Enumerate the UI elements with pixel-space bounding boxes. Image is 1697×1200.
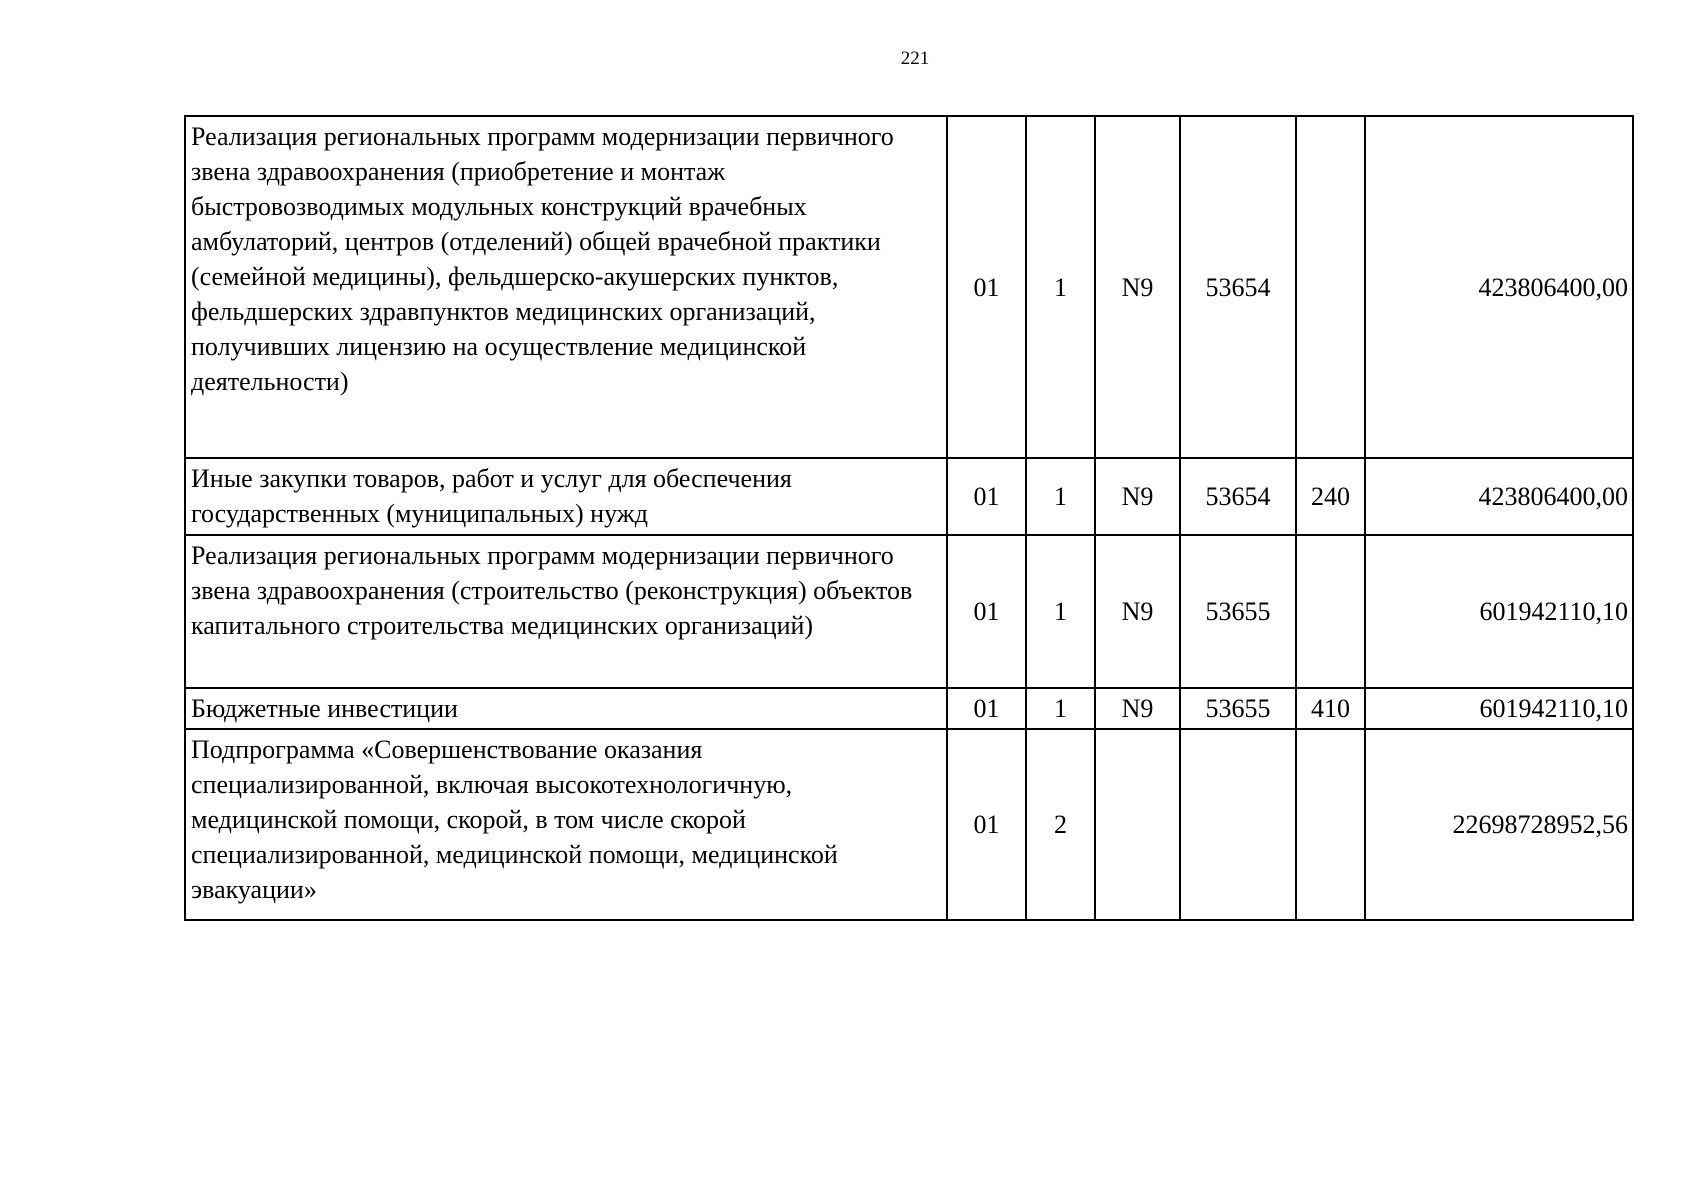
expense-type-code — [1296, 116, 1365, 458]
expense-type-code — [1296, 729, 1365, 920]
program-code: 01 — [947, 688, 1026, 729]
amount-value: 22698728952,56 — [1365, 729, 1633, 920]
project-code: N9 — [1095, 535, 1180, 688]
subprogram-code: 1 — [1026, 535, 1095, 688]
subprogram-code: 1 — [1026, 688, 1095, 729]
table-row — [185, 116, 1633, 458]
row-description: Реализация региональных программ модернизации первичного звена здравоохранения (строительство (реконструкция) объектов капитального строительства медицинских организаций) — [185, 535, 947, 688]
subprogram-code: 1 — [1026, 116, 1095, 458]
row-description: Иные закупки товаров, работ и услуг для обеспечения государственных (муниципальных) нужд — [185, 458, 947, 535]
direction-code — [1180, 729, 1296, 920]
table-row — [185, 458, 1633, 535]
expense-type-code: 410 — [1296, 688, 1365, 729]
project-code: N9 — [1095, 116, 1180, 458]
amount-value: 601942110,10 — [1365, 688, 1633, 729]
budget-table — [184, 115, 1634, 921]
direction-code: 53655 — [1180, 535, 1296, 688]
expense-type-code: 240 — [1296, 458, 1365, 535]
table-row — [185, 688, 1633, 729]
table-row — [185, 729, 1633, 920]
amount-value: 601942110,10 — [1365, 535, 1633, 688]
row-description: Подпрограмма «Совершенствование оказания специализированной, включая высокотехнологичную, медицинской помощи, скорой, в том числе скорой специализированной, медицинской помощи, медицинской эвакуации» — [185, 729, 947, 920]
row-description: Реализация региональных программ модернизации первичного звена здравоохранения (приобретение и монтаж быстровозводимых модульных конструкций врачебных амбулаторий, центров (отделений) общей врачебной практики (семейной медицины), фельдшерско-акушерских пунктов, фельдшерских здравпунктов медицинских организаций, получивших лицензию на осуществление медицинской деятельности) — [185, 116, 947, 458]
expense-type-code — [1296, 535, 1365, 688]
project-code: N9 — [1095, 688, 1180, 729]
direction-code: 53655 — [1180, 688, 1296, 729]
program-code: 01 — [947, 116, 1026, 458]
amount-value: 423806400,00 — [1365, 458, 1633, 535]
program-code: 01 — [947, 535, 1026, 688]
row-description: Бюджетные инвестиции — [185, 688, 947, 729]
direction-code: 53654 — [1180, 116, 1296, 458]
project-code: N9 — [1095, 458, 1180, 535]
table-row — [185, 535, 1633, 688]
direction-code: 53654 — [1180, 458, 1296, 535]
subprogram-code: 2 — [1026, 729, 1095, 920]
program-code: 01 — [947, 458, 1026, 535]
subprogram-code: 1 — [1026, 458, 1095, 535]
program-code: 01 — [947, 729, 1026, 920]
project-code — [1095, 729, 1180, 920]
amount-value: 423806400,00 — [1365, 116, 1633, 458]
page-number: 221 — [900, 48, 930, 69]
